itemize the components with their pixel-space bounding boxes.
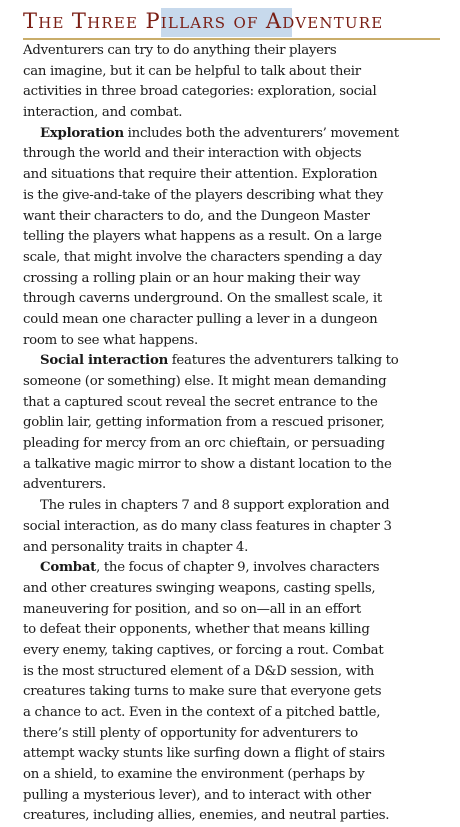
text-line [23,144,441,165]
text-line [23,310,441,331]
text-line [23,351,441,372]
text-run: scale, that might involve the characters spending a day [23,249,382,265]
text-run: includes both the adventurers’ movement [123,125,399,141]
text-line [23,662,441,683]
text-run: adventurers. [23,477,106,493]
text-run: attempt wacky stunts like surfing down a flight of stairs [23,746,385,762]
text-line [23,227,441,248]
body-text [23,41,441,827]
text-run: goblin lair, getting information from a rescued prisoner, [23,415,385,431]
text-line [23,289,441,310]
text-line [23,538,441,559]
text-line [23,41,441,62]
text-line [23,207,441,228]
text-run: that a captured scout reveal the secret entrance to the [23,394,378,410]
heading-word [23,11,65,33]
text-line [23,600,441,621]
text-line [23,124,441,145]
text-run: room to see what happens. [23,332,198,348]
text-run: Adventurers can try to do anything their players [23,43,337,58]
text-run: could mean one character pulling a lever in a dungeon [23,311,378,327]
paragraph [23,558,441,827]
text-run: and other creatures swinging weapons, casting spells, [23,580,376,596]
text-line [23,765,441,786]
text-line [23,434,441,455]
text-run: social interaction, as do many class features in chapter 3 [23,518,392,534]
text-line [23,703,441,724]
text-run: every enemy, taking captives, or forcing a rout. Combat [23,642,384,658]
text-line [23,62,441,83]
text-line [23,558,441,579]
text-line [23,496,441,517]
heading-word-initial: A [265,9,283,33]
heading-word-rest: HREE [87,14,139,32]
text-line [23,455,441,476]
text-run: maneuvering for position, and so on—all in an effort [23,601,361,617]
text-run: to defeat their opponents, whether that means killing [23,622,370,638]
text-run: creatures taking turns to make sure that everyone gets [23,684,382,700]
text-line [23,620,441,641]
text-line [23,248,441,269]
heading-word-rest: ILLARS [160,14,227,32]
text-line [23,786,441,807]
text-run: can imagine, but it can be helpful to talk about their [23,63,361,79]
text-run: a talkative magic mirror to show a distant location to the [23,456,392,472]
heading-word-rest: HE [38,14,65,32]
text-run: there’s still plenty of opportunity for adventurers to [23,725,358,741]
paragraph [23,496,441,558]
text-run: creatures, including allies, enemies, and neutral parties. [23,808,390,824]
text-line [23,517,441,538]
text-run: and situations that require their attention. Exploration [23,167,378,183]
text-run: interaction, and combat. [23,105,183,121]
text-line [23,103,441,124]
text-line [23,393,441,414]
heading-word [234,11,259,33]
text-run: features the adventurers talking to [167,353,399,369]
text-run: through the world and their interaction with objects [23,146,362,162]
bold-term: Exploration [40,125,124,141]
paragraph [23,41,441,124]
text-line [23,82,441,103]
paragraph [23,351,441,496]
text-line [23,186,441,207]
text-run: a chance to act. Even in the context of a pitched battle, [23,705,381,720]
text-line [23,744,441,765]
text-line [23,806,441,827]
text-line [23,413,441,434]
heading-word-rest: OF [233,14,259,32]
text-run: The rules in chapters 7 and 8 support exploration and [40,498,390,514]
text-run: crossing a rolling plain or an hour making their way [23,270,361,286]
text-run: want their characters to do, and the Dungeon Master [23,208,370,224]
heading-word [266,11,384,33]
text-line [23,724,441,745]
text-run: on a shield, to examine the environment (perhaps by [23,767,365,783]
text-run: telling the players what happens as a result. On a large [23,229,382,245]
heading-word-initial: P [145,9,161,33]
text-line [23,165,441,186]
text-line [23,682,441,703]
text-run: is the most structured element of a D&D session, with [23,663,375,679]
bold-term: Social interaction [40,353,168,369]
heading-word-initial: T [23,9,39,33]
text-line [23,475,441,496]
text-run: someone (or something) else. It might mean demanding [23,374,387,389]
heading-underline-rule [23,38,440,40]
heading-word-initial: T [71,9,88,33]
paragraph [23,124,441,352]
bold-term: Combat [40,560,97,576]
heading-word [145,11,226,33]
text-run: pleading for mercy from an orc chieftain, or persuading [23,436,385,452]
section-heading [23,8,383,36]
text-line [23,269,441,290]
text-run: pulling a mysterious lever), and to interact with other [23,787,371,803]
text-line [23,372,441,393]
text-run: through caverns underground. On the smallest scale, it [23,291,382,307]
text-run: and personality traits in chapter 4. [23,539,249,555]
text-line [23,579,441,600]
section-heading-container [23,8,443,38]
text-run: activities in three broad categories: exploration, social [23,84,377,100]
text-line [23,331,441,352]
heading-word-rest: DVENTURE [282,14,384,32]
text-run: , the focus of chapter 9, involves characters [96,560,380,576]
heading-word [72,11,138,33]
text-line [23,641,441,662]
text-run: is the give-and-take of the players describing what they [23,187,383,203]
